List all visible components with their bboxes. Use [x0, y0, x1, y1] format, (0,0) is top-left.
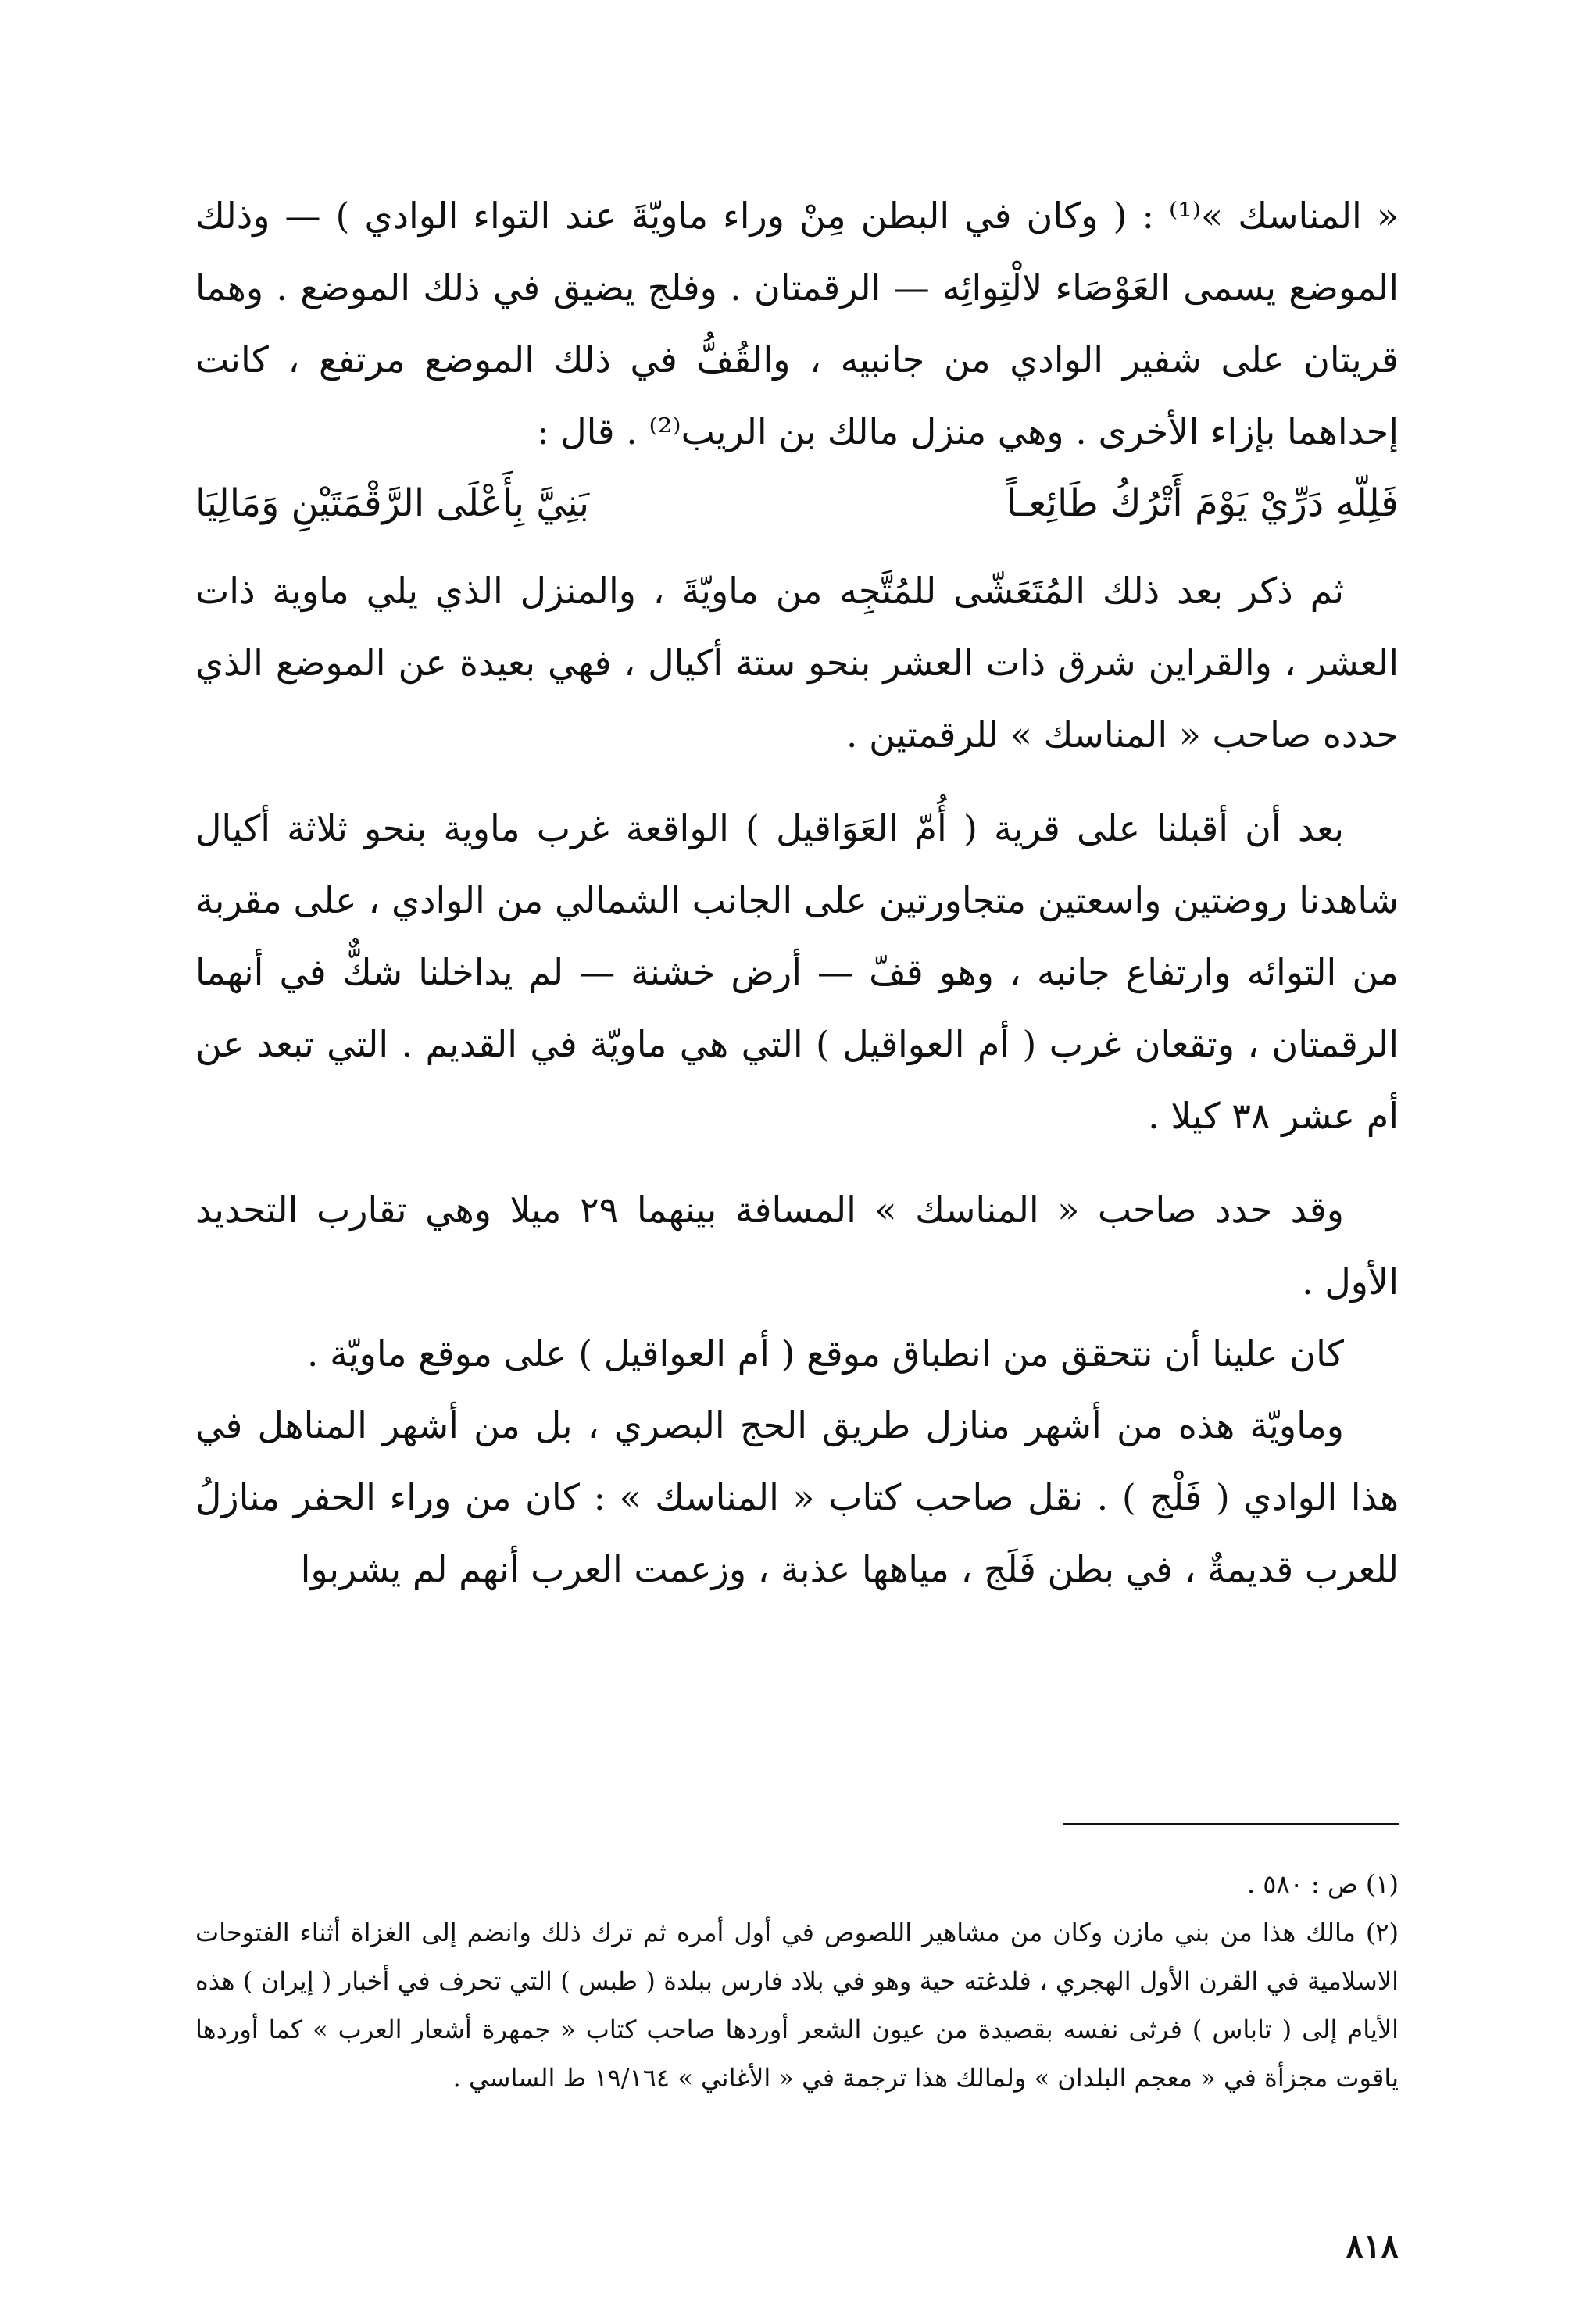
- footnote-separator: [1063, 1823, 1399, 1825]
- footnote-1: (١) ص : ٥٨٠ .: [1246, 1869, 1399, 1899]
- paragraph-1: « المناسك »⁽¹⁾ : ( وكان في البطن مِنْ وراء ماويّةَ عند التواء الوادي ) — وذلك الموضع يسمى العَوْصَاء لالْتِوائِه — الرقمتان . وفلج يضيق في ذلك الموضع . وهما قريتان على شفير الوادي من جانبيه ، والقُفُّ في ذلك الموضع مرتفع ، كانت إحداهما بإزاء الأخرى . وهي منزل مالك بن الريب⁽²⁾ . قال :: [195, 195, 1399, 452]
- footnotes: [195, 1860, 1399, 2102]
- paragraph-5: كان علينا أن نتحقق من انطباق موقع ( أم العواقيل ) على موقع ماويّة .: [306, 1332, 1344, 1375]
- paragraph-6: وماويّة هذه من أشهر منازل طريق الحج البصري ، بل من أشهر المناهل في هذا الوادي ( فَلْج ) . نقل صاحب كتاب « المناسك » : كان من وراء الحفر منازلُ للعرب قديمةٌ ، في بطن فَلَج ، مياهها عذبة ، وزعمت العرب أنهم لم يشربوا: [195, 1404, 1399, 1590]
- page: [195, 180, 1399, 2265]
- poetry-verse: [195, 467, 1399, 539]
- verse-second-hemistich: بَنِيَّ بِأَعْلَى الرَّقْمَتَيْنِ وَمَالِيَا: [195, 481, 590, 525]
- paragraph-3: بعد أن أقبلنا على قرية ( أُمّ العَوَاقيل ) الواقعة غرب ماوية بنحو ثلاثة أكيال شاهدنا روضتين واسعتين متجاورتين على الجانب الشمالي من الوادي ، على مقربة من التوائه وارتفاع جانبه ، وهو قفّ — أرض خشنة — لم يداخلنا شكٌّ في أنهما الرقمتان ، وتقعان غرب ( أم العواقيل ) التي هي ماويّة في القديم . التي تبعد عن أم عشر ٣٨ كيلا .: [195, 807, 1399, 1137]
- body-text: [195, 180, 1399, 1605]
- paragraph-4: وقد حدد صاحب « المناسك » المسافة بينهما ٢٩ ميلا وهي تقارب التحديد الأول .: [195, 1189, 1399, 1303]
- footnote-2: (٢) مالك هذا من بني مازن وكان من مشاهير اللصوص في أول أمره ثم ترك ذلك وانضم إلى الغزاة أثناء الفتوحات الاسلامية في القرن الأول الهجري ، فلدغته حية وهو في بلاد فارس ببلدة ( طبس ) التي تحرف في أخبار ( إيران ) هذه الأيام إلى ( تاباس ) فرثى نفسه بقصيدة من عيون الشعر أوردها صاحب كتاب « جمهرة أشعار العرب » كما أوردها ياقوت مجزأة في « معجم البلدان » ولمالك هذا ترجمة في « الأغاني » ١٩/١٦٤ ط الساسي .: [195, 1918, 1399, 2093]
- page-number: ٨١٨: [1346, 2227, 1399, 2265]
- paragraph-2: ثم ذكر بعد ذلك المُتَعَشّى للمُتَّجِه من ماويّةَ ، والمنزل الذي يلي ماوية ذات العشر ، والقراين شرق ذات العشر بنحو ستة أكيال ، فهي بعيدة عن الموضع الذي حدده صاحب « المناسك » للرقمتين .: [195, 570, 1399, 756]
- verse-first-hemistich: فَلِلّهِ دَرِّيْ يَوْمَ أَتْرُكُ طَائِعـاً: [1006, 481, 1399, 525]
